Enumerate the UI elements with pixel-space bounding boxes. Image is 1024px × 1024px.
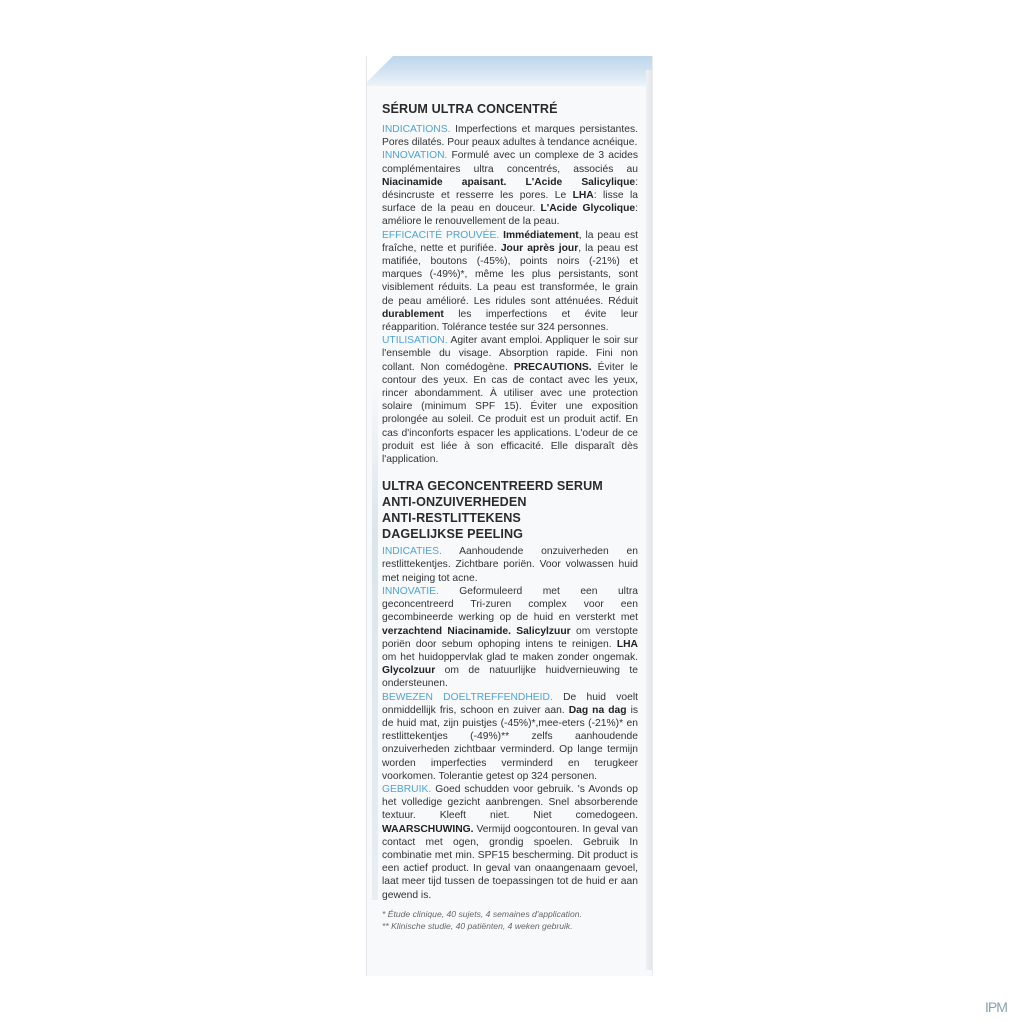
nl-waarschuwing-label: WAARSCHUWING.	[382, 823, 474, 835]
nl-heading-2: ANTI-ONZUIVERHEDEN	[382, 495, 527, 510]
fr-innovation-bold-2: LHA	[572, 190, 594, 202]
box-top-corner	[367, 56, 393, 82]
nl-gebruik-text-2: Vermijd oogcontouren. In geval van contact met ogen, grondig spoelen. Gebruik In combinatie met min. SPF15 bescherming. Dit product is een actief product. In geval van onaangenaam gevoel, laat meer tijd tussen de toepassingen tot de huid er aan gewend is.	[382, 823, 638, 901]
fr-efficacite	[382, 229, 638, 335]
footnote-fr: * Étude clinique, 40 sujets, 4 semaines d'application.	[382, 908, 582, 919]
nl-innovatie-keyword: INNOVATIE.	[382, 585, 439, 597]
nl-bewezen-text-2: is de huid mat, zijn puistjes (-45%)*,mee-eters (-21%)* en restlittekentjes (-49%)** zelfs aanhoudende onzuiverheden zichtbaar verminderd. Op lange termijn worden imperfecties verminderd en terugkeer voorkomen. Tolerantie getest op 324 personen.	[382, 704, 638, 782]
nl-heading-4: DAGELIJKSE PEELING	[382, 527, 524, 542]
box-right-edge	[646, 70, 652, 970]
fr-efficacite-bold-1: Immédiatement	[503, 229, 579, 241]
nl-gebruik-keyword: GEBRUIK.	[382, 783, 432, 795]
fr-innovation-text-3: : lisse la surface de la peau en douceur.	[382, 190, 638, 215]
fr-efficacite-text-1: , la peau est fraîche, nette et purifiée.	[382, 229, 638, 254]
nl-innovatie-text-2: om verstopte poriën door sebum ophoping intens te reinigen.	[382, 625, 638, 650]
nl-innovatie-text-4: om de natuurlijke huidvernieuwing te ondersteunen.	[382, 665, 638, 690]
nl-bewezen-bold-1: Dag na dag	[568, 704, 627, 716]
nl-heading-1: ULTRA GECONCENTREERD SERUM	[382, 479, 603, 494]
nl-bewezen-text-1: De huid voelt onmiddellijk fris, schoon en zuiver aan.	[382, 691, 638, 716]
box-top-band	[367, 56, 652, 86]
fr-innovation-keyword: INNOVATION.	[382, 150, 448, 162]
nl-headings	[382, 478, 638, 542]
nl-innovatie-text-3: om het huidoppervlak glad te maken zonder ongemak.	[382, 651, 638, 663]
fr-indications-text: Imperfections et marques persistantes. Pores dilatés. Pour peaux adultes à tendance acnéique.	[382, 124, 638, 149]
nl-gebruik	[382, 783, 638, 902]
fr-innovation	[382, 149, 638, 228]
fr-efficacite-bold-2: Jour après jour	[500, 242, 579, 254]
nl-bewezen	[382, 691, 638, 783]
fr-efficacite-bold-3: durablement	[382, 308, 444, 320]
fr-utilisation	[382, 334, 638, 466]
nl-heading-3: ANTI-RESTLITTEKENS	[382, 511, 521, 526]
fr-utilisation-text-1: Agiter avant emploi. Appliquer le soir sur l'ensemble du visage. Absorption rapide. Fini non collant. Non comédogène.	[382, 335, 639, 373]
fr-efficacite-keyword: EFFICACITÉ PROUVÉE.	[382, 229, 500, 241]
nl-innovatie-bold-2: LHA	[616, 638, 638, 650]
fr-indications-keyword: INDICATIONS.	[382, 124, 451, 135]
box-left-strip	[372, 380, 378, 900]
nl-innovatie-bold-3: Glycolzuur	[382, 665, 436, 677]
nl-innovatie-bold-1: verzachtend Niacinamide. Salicylzuur	[382, 625, 571, 637]
nl-bewezen-keyword: BEWEZEN DOELTREFFENDHEID.	[382, 691, 553, 703]
nl-indicaties-text: Aanhoudende onzuiverheden en restlittekentjes. Zichtbare poriën. Voor volwassen huid met neiging tot acne.	[382, 546, 638, 584]
fr-innovation-bold-1: Niacinamide apaisant. L'Acide Salicylique	[382, 176, 636, 188]
fr-efficacite-text-3: les imperfections et évite leur réapparition. Tolérance testée sur 324 personnes.	[382, 308, 638, 334]
nl-innovatie-text-1: Geformuleerd met een ultra geconcentreerd Tri-zuren complex voor een gecombineerde werking op de huid en versterkt met	[382, 585, 638, 624]
fr-utilisation-keyword: UTILISATION.	[382, 335, 448, 347]
footnote-nl: ** Klinische studie, 40 patiënten, 4 weken gebruik.	[382, 920, 573, 931]
fr-efficacite-text-2: , la peau est matifiée, boutons (-45%), points noirs (-21%) et marques (-49%)*, même les plus persistants, sont visiblement réduits. La peau est transformée, le grain de peau amélioré. Les ridules sont atténuées. Réduit	[382, 242, 638, 307]
footnotes	[382, 908, 638, 932]
fr-innovation-text-4: : améliore le renouvellement de la peau.	[382, 203, 638, 228]
fr-title: SÉRUM ULTRA CONCENTRÉ	[382, 102, 558, 116]
fr-innovation-text-1: Formulé avec un complexe de 3 acides complémentaires ultra concentrés, associés au	[382, 150, 638, 175]
fr-indications	[382, 123, 638, 149]
nl-indicaties	[382, 545, 638, 585]
fr-innovation-text-2: : désincruste et resserre les pores. Le	[382, 176, 638, 202]
nl-innovatie	[382, 585, 638, 691]
fr-utilisation-text-2: Éviter le contour des yeux. En cas de contact avec les yeux, rincer abondamment. À utiliser avec une protection solaire (minimum SPF 15). Éviter une exposition prolongée au soleil. Ce produit est un produit actif. En cas d'inconforts espacer les applications. L'odeur de ce produit est liée à son efficacité. Elle disparaît dès l'application.	[382, 361, 638, 466]
nl-gebruik-text-1: Goed schudden voor gebruik. 's Avonds op het volledige gezicht aanbrengen. Snel absorberende textuur. Kleeft niet. Niet comedogeen.	[382, 783, 638, 822]
box-text-content	[382, 101, 638, 932]
nl-indicaties-keyword: INDICATIES.	[382, 546, 442, 558]
fr-innovation-bold-3: L'Acide Glycolique	[540, 203, 636, 215]
watermark-logo: IPM	[985, 999, 1007, 1015]
fr-precautions-label: PRECAUTIONS.	[513, 361, 592, 373]
